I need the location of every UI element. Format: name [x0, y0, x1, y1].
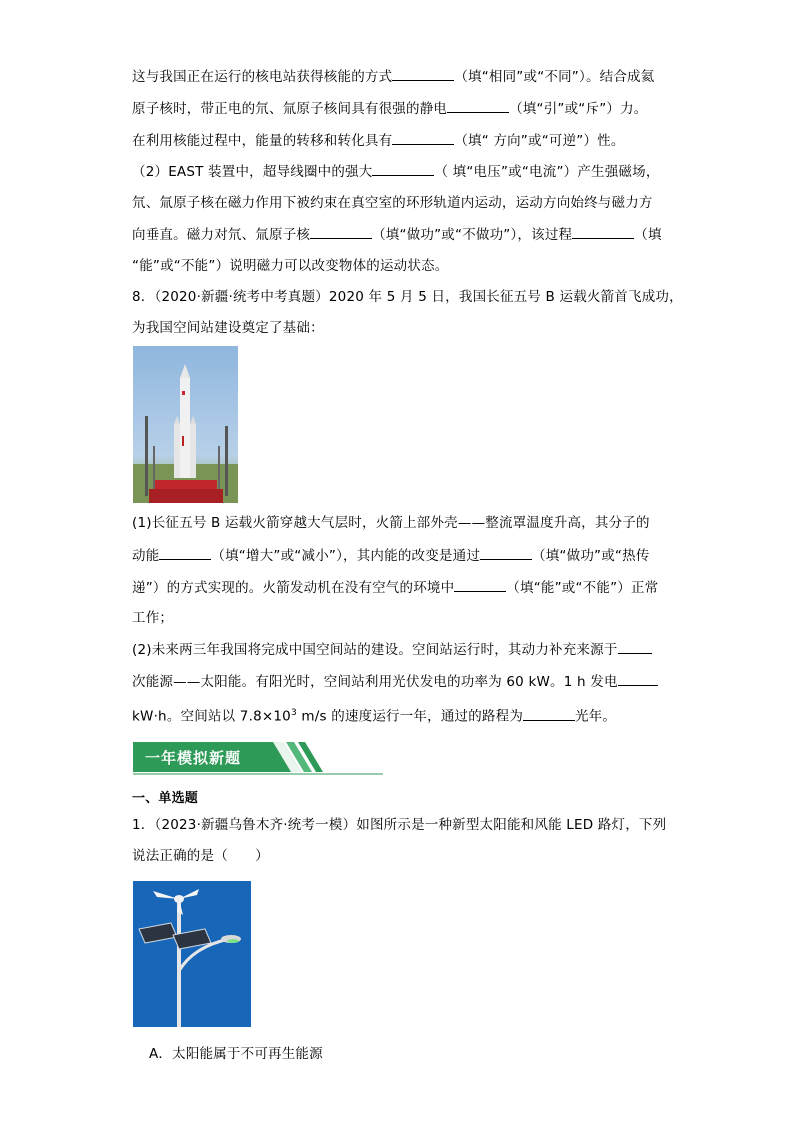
q7-l1-text-a: 这与我国正在运行的核电站获得核能的方式	[132, 69, 393, 85]
q8-p2c-text-a: kW·h。空间站以 7.8×10	[132, 708, 291, 725]
q7-l2-text-a: 原子核时，带正电的氘、氚原子核间具有很强的静电	[132, 101, 448, 117]
q7-l4-text-a: （2）EAST 装置中，超导线圈中的强大	[132, 164, 373, 180]
q7-line-4	[132, 161, 660, 182]
answer-blank[interactable]	[392, 66, 454, 81]
answer-blank[interactable]	[480, 545, 532, 560]
q1-line-2: 说法正确的是（ ）	[132, 848, 269, 864]
q8-p1b-text-a: 动能	[132, 548, 160, 564]
q8-p1c-text-a: 递”）的方式实现的。火箭发动机在没有空气的环境中	[132, 580, 455, 596]
q8-line-1: 8．（2020·新疆·统考中考真题）2020 年 5 月 5 日，我国长征五号 B 运载火箭首飞成功，	[132, 289, 683, 305]
q7-l1-text-b: （填“相同”或“不同”）。结合成氦	[454, 69, 655, 85]
answer-blank[interactable]	[618, 671, 658, 686]
solar-wind-street-lamp-photo	[133, 881, 251, 1027]
q7-line-5: 氘、氚原子核在磁力作用下被约束在真空室的环形轨道内运动，运动方向始终与磁力方	[132, 195, 653, 211]
answer-blank[interactable]	[310, 224, 372, 239]
q7-l6-text-c: （填	[634, 227, 662, 243]
q8-p1c-text-b: （填“能”或“不能”）正常	[506, 580, 659, 596]
q8-part1-line-4: 工作；	[132, 610, 174, 626]
option-a: A．太阳能属于不可再生能源	[149, 1046, 323, 1062]
q7-line-1	[132, 66, 654, 87]
q1-line-1: 1．（2023·新疆乌鲁木齐·统考一模）如图所示是一种新型太阳能和风能 LED 路灯，下列	[132, 817, 667, 833]
answer-blank[interactable]	[572, 224, 634, 239]
q8-part1-line-3	[132, 577, 658, 598]
q8-p1b-text-c: （填“做功”或“热传	[532, 548, 650, 564]
answer-blank[interactable]	[523, 706, 575, 721]
answer-blank[interactable]	[618, 639, 652, 654]
q7-l3-text-a: 在利用核能过程中，能量的转移和转化具有	[132, 133, 393, 149]
q8-p2c-superscript: 3	[290, 708, 297, 718]
q7-l4-text-b: （ 填“电压”或“电流”）产生强磁场，	[434, 164, 660, 180]
section-title: 一年模拟新题	[145, 749, 242, 767]
answer-blank[interactable]	[159, 545, 211, 560]
q8-p1b-text-b: （填“增大”或“减小”），其内能的改变是通过	[211, 548, 481, 564]
q8-part2-line-3	[132, 703, 616, 727]
q8-part2-line-1	[132, 639, 652, 660]
answer-blank[interactable]	[447, 98, 509, 113]
rocket-launch-photo	[133, 346, 238, 503]
part-heading: 一、单选题	[132, 791, 199, 806]
q7-l2-text-b: （填“引”或“斥”）力。	[509, 101, 648, 117]
q8-part1-line-2	[132, 545, 650, 566]
q7-l6-text-a: 向垂直。磁力对氘、氚原子核	[132, 227, 311, 243]
section-banner	[133, 740, 383, 776]
q7-line-6	[132, 224, 662, 245]
rocket-illustration	[133, 346, 238, 503]
q8-line-2: 为我国空间站建设奠定了基础：	[132, 320, 324, 336]
q7-line-2	[132, 98, 648, 119]
street-lamp-illustration	[133, 881, 251, 1027]
q8-part2-line-2	[132, 671, 658, 692]
q8-p2c-text-b: m/s 的速度运行一年，通过的路程为	[296, 708, 524, 725]
q7-line-3	[132, 130, 625, 151]
q8-part1-line-1: (1)长征五号 B 运载火箭穿越大气层时，火箭上部外壳——整流罩温度升高，其分子的	[132, 515, 650, 531]
answer-blank[interactable]	[392, 130, 454, 145]
answer-blank[interactable]	[454, 577, 506, 592]
q8-p2b-text-a: 次能源——太阳能。有阳光时，空间站利用光伏发电的功率为 60 kW。1 h 发电	[132, 674, 618, 690]
q8-p2c-text-c: 光年。	[575, 708, 617, 725]
q7-l6-text-b: （填“做功”或“不做功”），该过程	[372, 227, 573, 243]
q7-l3-text-b: （填“ 方向”或“可逆”）性。	[454, 133, 625, 149]
q8-p2a-text-a: (2)未来两三年我国将完成中国空间站的建设。空间站运行时，其动力补充来源于	[132, 642, 618, 658]
q7-line-7: “能”或“不能”）说明磁力可以改变物体的运动状态。	[132, 258, 449, 274]
answer-blank[interactable]	[372, 161, 434, 176]
